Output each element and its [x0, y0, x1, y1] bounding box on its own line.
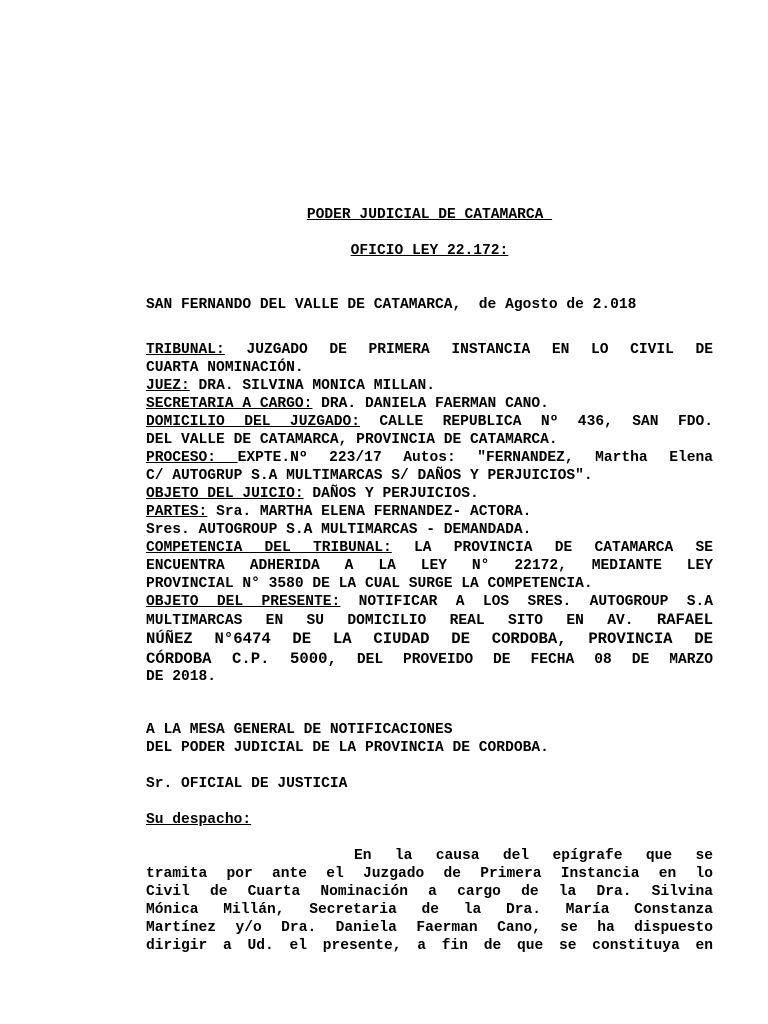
body-line-3: Civil de Cuarta Nominación a cargo de la Dra. Silvina [146, 884, 713, 900]
field-competencia-cont2: PROVINCIAL N° 3580 DE LA CUAL SURGE LA COMPETENCIA. [146, 576, 593, 592]
field-label: OBJETO DEL JUICIO: [146, 486, 304, 502]
field-value: Sra. MARTHA ELENA FERNANDEZ- ACTORA. [207, 504, 532, 520]
field-competencia-cont: ENCUENTRA ADHERIDA A LA LEY N° 22172, MEDIANTE LEY [146, 558, 713, 574]
field-value-address: RAFAEL [656, 611, 713, 629]
field-domicilio-cont: DEL VALLE DE CATAMARCA, PROVINCIA DE CATAMARCA. [146, 432, 558, 448]
field-tribunal-cont: CUARTA NOMINACIÓN. [146, 360, 304, 376]
salutation: Su despacho: [146, 812, 252, 828]
field-juez [146, 377, 713, 395]
field-label: DOMICILIO DEL JUZGADO: [146, 414, 360, 430]
field-label: JUEZ: [146, 378, 190, 394]
field-label: COMPETENCIA DEL TRIBUNAL: [146, 540, 392, 556]
field-value: CALLE REPUBLICA Nº 436, SAN FDO. [379, 414, 713, 430]
field-value: MULTIMARCAS EN SU DOMICILIO REAL SITO EN AV. [146, 613, 634, 629]
field-value: DAÑOS Y PERJUICIOS. [303, 486, 479, 502]
addressee: Sr. OFICIAL DE JUSTICIA [146, 776, 348, 792]
field-value: NOTIFICAR A LOS SRES. AUTOGROUP S.A [358, 594, 713, 610]
body-line-1: En la causa del epígrafe que se [354, 848, 713, 864]
field-value: EXPTE.Nº 223/17 Autos: "FERNANDEZ, Martha Elena [237, 450, 713, 466]
field-value: JUZGADO DE PRIMERA INSTANCIA EN LO CIVIL DE [246, 342, 713, 358]
field-label: TRIBUNAL: [146, 342, 225, 358]
field-value: DEL PROVEIDO DE FECHA 08 DE MARZO [356, 652, 713, 668]
field-objeto-presente-cont [146, 611, 713, 630]
field-value-address: CÓRDOBA C.P. 5000, [146, 650, 337, 668]
recipient-line-1: A LA MESA GENERAL DE NOTIFICACIONES [146, 722, 453, 738]
field-domicilio [146, 413, 713, 431]
place-date: SAN FERNANDO DEL VALLE DE CATAMARCA, de Agosto de 2.018 [146, 297, 637, 313]
field-objeto-presente [146, 593, 713, 611]
field-proceso-cont: C/ AUTOGRUP S.A MULTIMARCAS S/ DAÑOS Y PERJUICIOS". [146, 468, 593, 484]
header-title: PODER JUDICIAL DE CATAMARCA [306, 207, 553, 223]
field-label: PROCESO: [146, 450, 238, 466]
field-value: DRA. SILVINA MONICA MILLAN. [189, 378, 436, 394]
field-objeto-juicio [146, 485, 713, 503]
header-subtitle: OFICIO LEY 22.172: [350, 243, 509, 259]
body-line-4: Mónica Millán, Secretaria de la Dra. María Constanza [146, 902, 713, 918]
field-competencia [146, 539, 713, 557]
field-secretaria [146, 395, 713, 413]
field-value: DRA. DANIELA FAERMAN CANO. [312, 396, 549, 412]
field-partes-cont: Sres. AUTOGROUP S.A MULTIMARCAS - DEMANDADA. [146, 522, 532, 538]
field-label: PARTES: [146, 504, 208, 520]
field-objeto-presente-cont4: DE 2018. [146, 669, 217, 685]
field-objeto-presente-cont3 [146, 650, 713, 669]
body-line-5: Martínez y/o Dra. Daniela Faerman Cano, se ha dispuesto [146, 920, 713, 936]
field-tribunal [146, 341, 713, 359]
field-label: OBJETO DEL PRESENTE: [146, 594, 341, 610]
recipient-line-2: DEL PODER JUDICIAL DE LA PROVINCIA DE CORDOBA. [146, 740, 549, 756]
field-proceso [146, 449, 713, 467]
field-value: LA PROVINCIA DE CATAMARCA SE [414, 540, 713, 556]
body-line-2: tramita por ante el Juzgado de Primera Instancia en lo [146, 866, 713, 882]
field-partes [146, 503, 713, 521]
field-objeto-presente-cont2: NÚÑEZ N°6474 DE LA CIUDAD DE CORDOBA, PROVINCIA DE [146, 630, 713, 648]
body-line-6: dirigir a Ud. el presente, a fin de que se constituya en [146, 938, 713, 954]
field-label: SECRETARIA A CARGO: [146, 396, 313, 412]
